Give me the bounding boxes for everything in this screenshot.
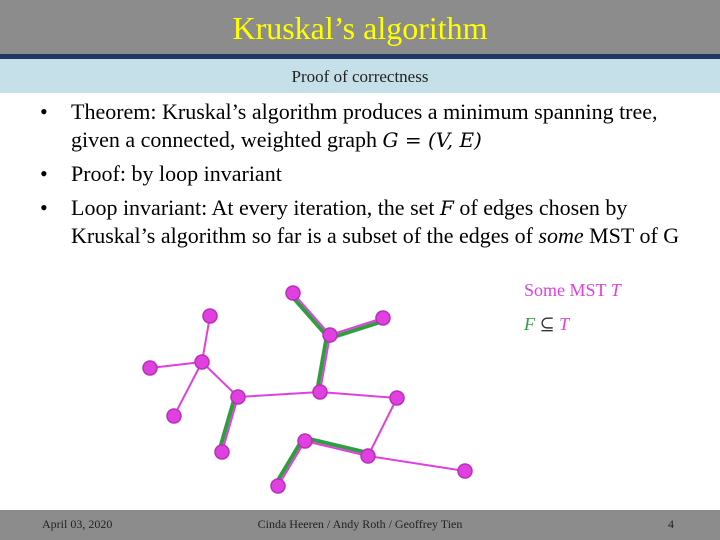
subset-t: T bbox=[559, 314, 570, 334]
graph-node bbox=[231, 390, 245, 404]
page-number: 4 bbox=[668, 517, 674, 531]
invariant-text-mid: of edges chosen by Kruskal’s algorithm so far is a subset of the edges of bbox=[71, 195, 628, 248]
graph-node bbox=[215, 445, 229, 459]
mst-label-var: T bbox=[610, 280, 621, 300]
slide-subtitle: Proof of correctness bbox=[291, 67, 429, 86]
mst-edge bbox=[293, 293, 330, 335]
chosen-edge bbox=[291, 295, 328, 337]
subset-f: F bbox=[524, 314, 535, 334]
proof-text: Proof: by loop invariant bbox=[71, 161, 282, 186]
bullet-dot: • bbox=[40, 195, 48, 220]
mst-edge bbox=[320, 392, 397, 398]
graph-node bbox=[286, 286, 300, 300]
chosen-edge bbox=[219, 396, 235, 451]
graph-node bbox=[458, 464, 472, 478]
graph-node bbox=[167, 409, 181, 423]
bullet-dot: • bbox=[40, 99, 48, 124]
graph-node bbox=[376, 311, 390, 325]
invariant-text-start: Loop invariant: At every iteration, the set bbox=[71, 195, 441, 220]
chosen-edge bbox=[331, 321, 384, 338]
mst-edge bbox=[330, 318, 383, 335]
graph-node bbox=[361, 449, 375, 463]
graph-node bbox=[298, 434, 312, 448]
graph-notation: G = (V, E) bbox=[382, 128, 482, 152]
graph-node bbox=[271, 479, 285, 493]
graph-node bbox=[195, 355, 209, 369]
mst-edge bbox=[150, 362, 202, 368]
mst-edge bbox=[305, 441, 368, 456]
invariant-var-f: F bbox=[440, 196, 454, 220]
graph-node bbox=[143, 361, 157, 375]
graph-node bbox=[323, 328, 337, 342]
graph-node bbox=[313, 385, 327, 399]
chosen-edge bbox=[306, 438, 369, 453]
mst-edge bbox=[368, 456, 465, 471]
bullet-dot: • bbox=[40, 161, 48, 186]
footer-date: April 03, 2020 bbox=[42, 517, 113, 531]
footer-authors: Cinda Heeren / Andy Roth / Geoffrey Tien bbox=[257, 517, 463, 531]
slide-title: Kruskal’s algorithm bbox=[232, 10, 488, 46]
mst-edge bbox=[368, 398, 397, 456]
mst-label-text: Some MST bbox=[524, 280, 611, 300]
mst-edge bbox=[222, 397, 238, 452]
mst-edge bbox=[278, 441, 305, 486]
invariant-some: some bbox=[538, 223, 584, 248]
mst-edge bbox=[174, 362, 202, 416]
graph-node bbox=[390, 391, 404, 405]
subset-operator: ⊆ bbox=[535, 314, 560, 334]
chosen-edge bbox=[275, 439, 302, 484]
theorem-text: Theorem: Kruskal’s algorithm produces a minimum spanning tree, given a connected, weighted graph bbox=[71, 99, 658, 152]
invariant-text-end: MST of G bbox=[583, 223, 680, 248]
mst-edge bbox=[238, 392, 320, 397]
graph-node bbox=[203, 309, 217, 323]
